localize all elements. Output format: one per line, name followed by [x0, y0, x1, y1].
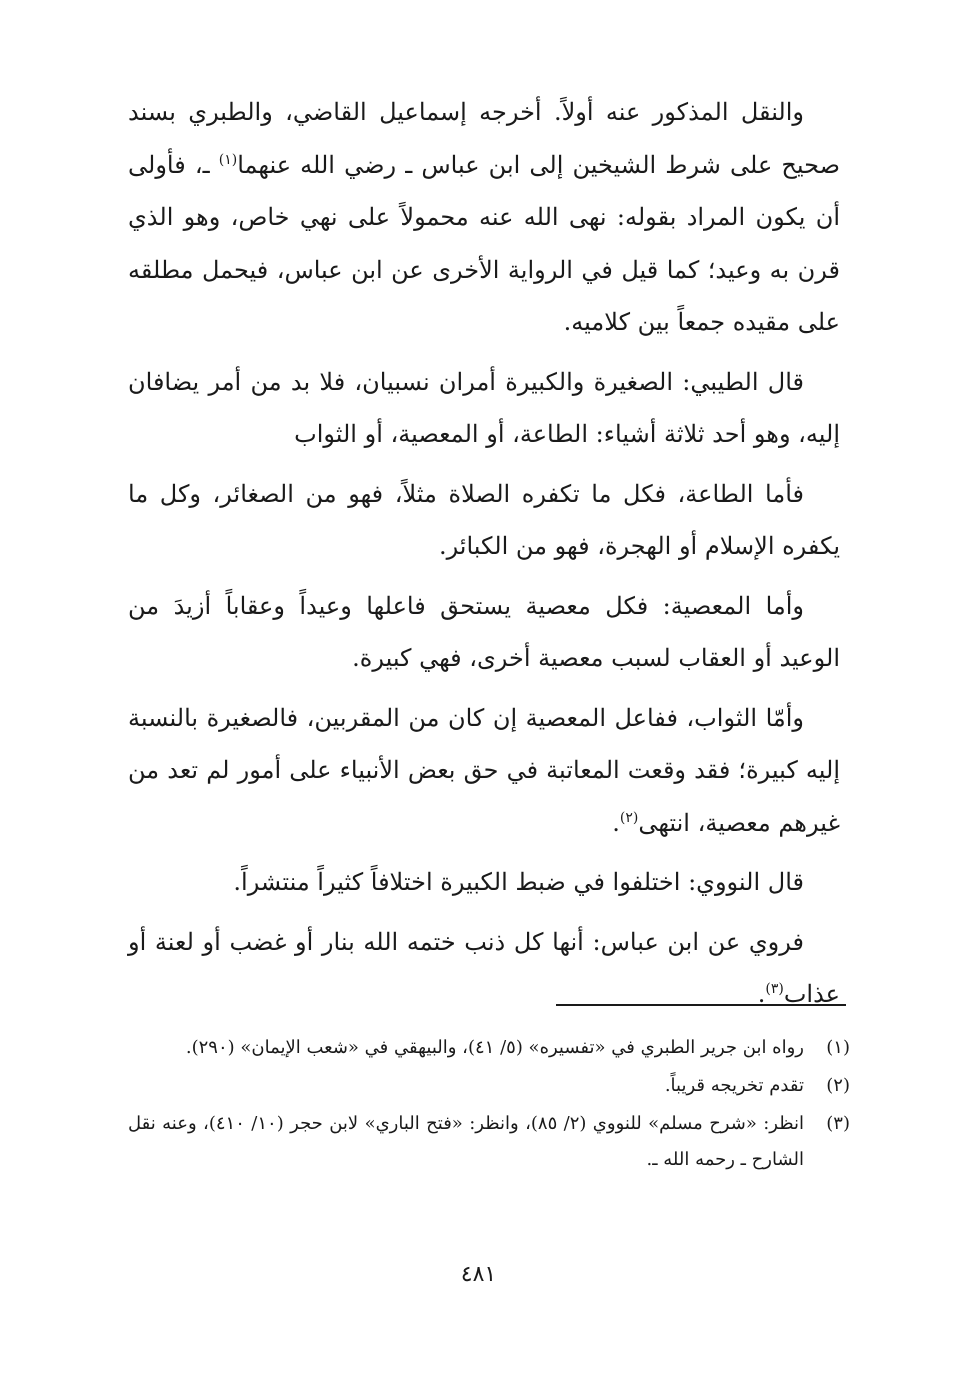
- footnotes: [128, 1030, 850, 1180]
- footnote: [128, 1068, 850, 1104]
- paragraph-text-after: ـ، فأولى أن يكون المراد بقوله: نهى الله عنه محمولاً على نهي خاص، وهو الذي قرن به وعيد؛ كما قيل في الرواية الأخرى عن ابن عباس، فيحمل مطلقه على مقيده جمعاً بين كلاميه.: [128, 150, 840, 336]
- paragraph-text: فأما الطاعة، فكل ما تكفره الصلاة مثلاً، فهو من الصغائر، وكل ما يكفره الإسلام أو الهجرة، فهو من الكبائر.: [128, 479, 840, 560]
- footnote-ref: (٢): [619, 809, 639, 826]
- paragraph: [128, 580, 840, 685]
- paragraph: [128, 856, 840, 909]
- footnote-number: (٢): [826, 1075, 850, 1096]
- footnote-number: (٣): [826, 1113, 850, 1134]
- footnote: [128, 1030, 850, 1066]
- footnote-text: تقدم تخريجه قريباً.: [664, 1075, 804, 1096]
- main-text: [128, 86, 840, 1028]
- paragraph-text: وأما المعصية: فكل معصية يستحق فاعلها وعيداً وعقاباً أزيدَ من الوعيد أو العقاب لسبب معصية أخرى، فهي كبيرة.: [128, 591, 840, 672]
- paragraph-text-after: .: [612, 808, 620, 837]
- footnote-text: رواه ابن جرير الطبري في «تفسيره» (٥/ ٤١)، والبيهقي في «شعب الإيمان» (٢٩٠).: [185, 1037, 804, 1058]
- footnote-ref: (١): [218, 151, 238, 168]
- paragraph: [128, 356, 840, 461]
- paragraph: [128, 692, 840, 850]
- paragraph-text: والنقل المذكور عنه أولاً. أخرجه إسماعيل القاضي، والطبري بسند صحيح على شرط الشيخين إلى ابن عباس ـ رضي الله عنهما: [128, 98, 841, 179]
- paragraph: [128, 468, 840, 573]
- footnote: [128, 1106, 850, 1178]
- paragraph-text: قال الطيبي: الصغيرة والكبيرة أمران نسبيان، فلا بد من أمر يضافان إليه، وهو أحد ثلاثة أشياء: الطاعة، أو المعصية، أو الثواب: [128, 367, 840, 448]
- page-number: ٤٨١: [460, 1262, 497, 1287]
- footnote-ref: (٣): [765, 981, 784, 997]
- paragraph-text: فروي عن ابن عباس: أنها كل ذنب ختمه الله بنار أو غضب أو لعنة أو عذاب: [128, 927, 840, 1008]
- paragraph-text-after: .: [757, 980, 766, 1008]
- footnote-divider: [556, 1004, 846, 1006]
- paragraph: [128, 86, 840, 349]
- footnote-text: انظر: «شرح مسلم» للنووي (٢/ ٨٥)، وانظر: «فتح الباري» لابن حجر (١٠/ ٤١٠)، وعنه نقل الشارح ـ رحمه الله ـ.: [128, 1113, 805, 1170]
- footnote-number: (١): [826, 1037, 850, 1058]
- paragraph-text: وأمّا الثواب، ففاعل المعصية إن كان من المقربين، فالصغيرة بالنسبة إليه كبيرة؛ فقد وقعت المعاتبة في حق بعض الأنبياء على أمور لم تعد من غيرهم معصية، انتهى: [128, 703, 840, 837]
- paragraph-text: قال النووي: اختلفوا في ضبط الكبيرة اختلافاً كثيراً منتشراً.: [233, 868, 804, 896]
